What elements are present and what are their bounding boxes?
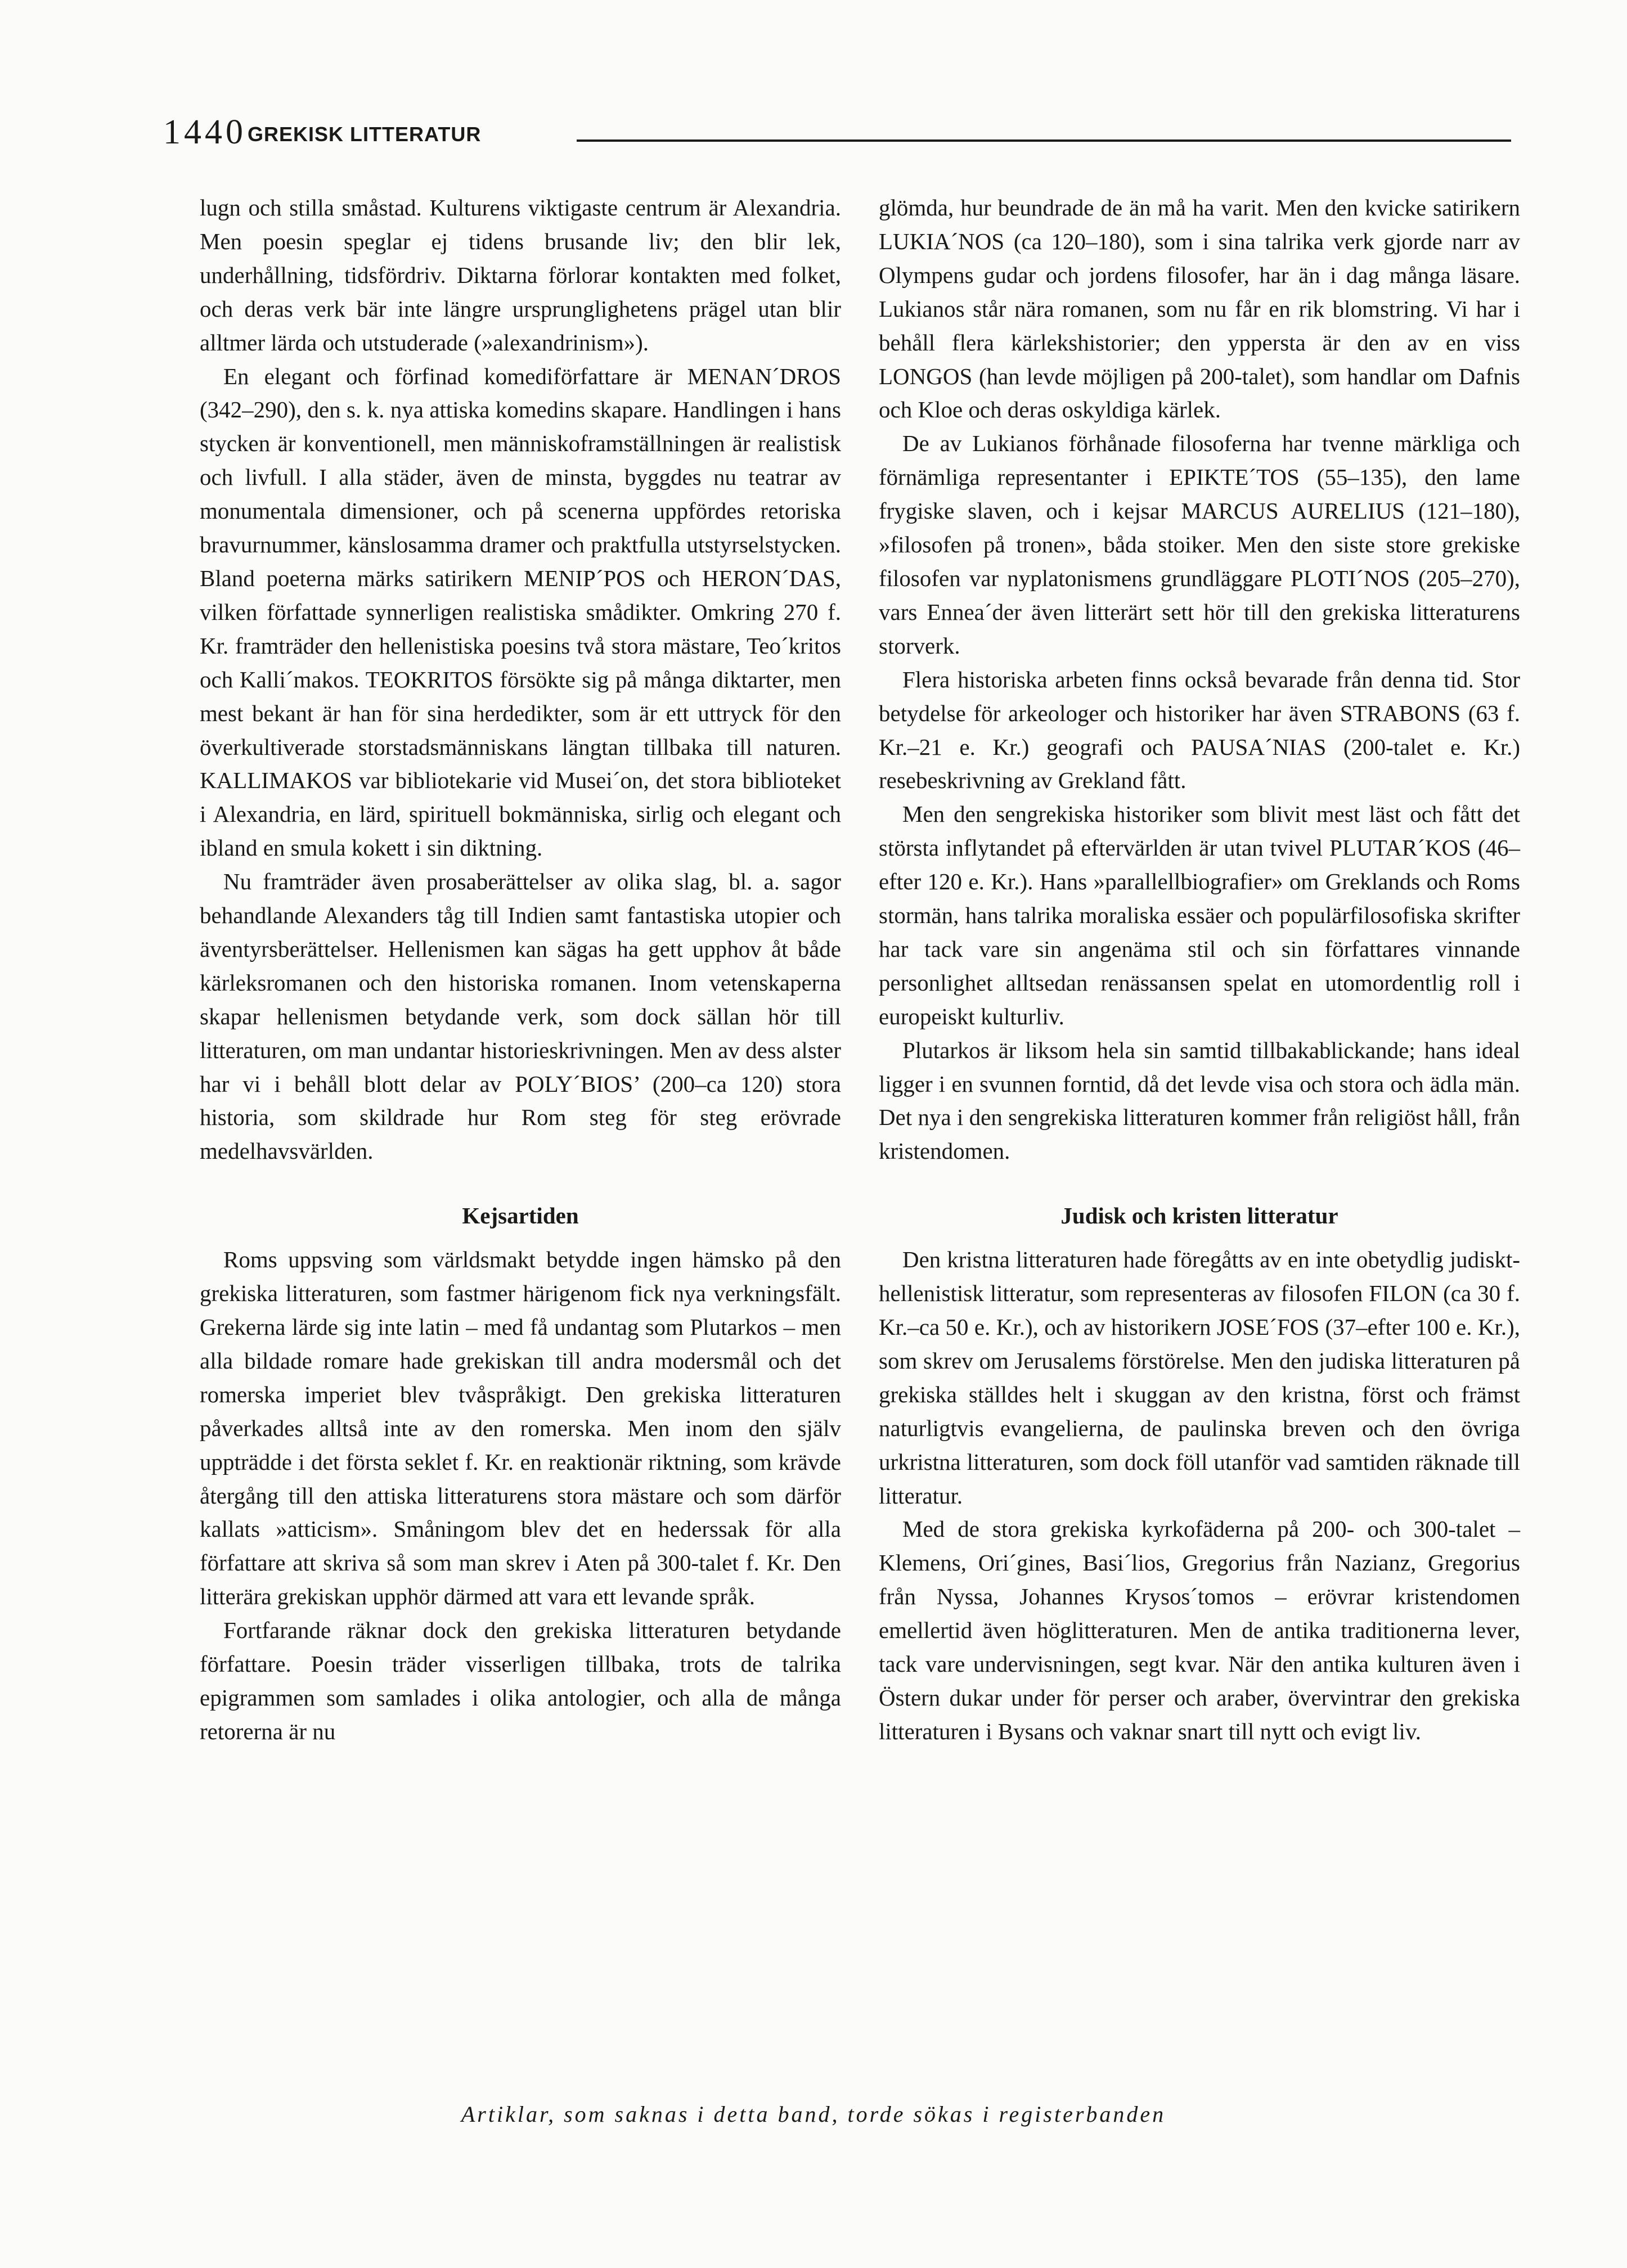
spacer	[879, 1168, 1520, 1199]
spacer	[200, 1233, 841, 1243]
header-rule	[577, 140, 1511, 142]
paragraph: Flera historiska arbeten finns också bevarade från denna tid. Stor betydelse för arkeologer och historiker har även STRABONS (63 f. Kr.–21 e. Kr.) geografi och PAUSA´NIAS (200-talet e. Kr.) resebeskrivning av Grekland fått.	[879, 666, 1520, 794]
paragraph: Roms uppsving som världsmakt betydde ingen hämsko på den grekiska litteraturen, som fastmer härigenom fick nya verkningsfält. Grekerna lärde sig inte latin – med få undantag som Plutarkos – men alla bildade romare hade grekiskan till andra modersmål och det romerska imperiet blev tvåspråkigt. Den grekiska litteraturen påverkades alltså inte av den romerska. Men inom den själv uppträdde i det första seklet f. Kr. en reaktionär riktning, som krävde återgång till den attiska litteraturens stora mästare och som därför kallats »atticism». Småningom blev det en hederssak för alla författare att skriva så som man skrev i Aten på 300-talet f. Kr. Den litterära grekiskan upphör därmed att vara ett levande språk.	[200, 1246, 841, 1610]
section-heading: Judisk och kristen litteratur	[1060, 1203, 1338, 1229]
paragraph: Men den sengrekiska historiker som blivit mest läst och fått det största inflytandet på eftervärlden är utan tvivel PLUTAR´KOS (46–efter 120 e. Kr.). Hans »parallellbiografier» om Greklands och Roms stormän, hans talrika moraliska essäer och populärfilosofiska skrifter har tack vare sin angenäma stil och sin författares vinnande personlighet alltsedan renässansen spelat en utomordentlig roll i europeiskt kulturliv.	[879, 801, 1520, 1029]
page-number: 1440	[163, 113, 246, 151]
paragraph: Nu framträder även prosaberättelser av olika slag, bl. a. sagor behandlande Alexanders tåg till Indien samt fantastiska utopier och äventyrsberättelser. Hellenismen kan sägas ha gett upphov åt både kärleksromanen och den historiska romanen. Inom vetenskaperna skapar hellenismen betydande verk, som dock sällan hör till litteraturen, om man undantar historieskrivningen. Men av dess alster har vi i behåll blott delar av POLY´BIOS’ (200–ca 120) stora historia, som skildrade hur Rom steg för steg erövrade medelhavsvärlden.	[200, 868, 841, 1164]
paragraph: Den kristna litteraturen hade föregåtts av en inte obetydlig judiskt-hellenistisk litteratur, som representeras av filosofen FILON (ca 30 f. Kr.–ca 50 e. Kr.), och av historikern JOSE´FOS (37–efter 100 e. Kr.), som skrev om Jerusalems förstörelse. Men den judiska litteraturen på grekiska ställdes helt i skuggan av den kristna, först och främst naturligtvis evangelierna, de paulinska breven och den övriga urkristna litteraturen, som dock föll utanför vad samtiden räknade till litteratur.	[879, 1246, 1520, 1509]
paragraph: glömda, hur beundrade de än må ha varit. Men den kvicke satirikern LUKIA´NOS (ca 120–180), som i sina talrika verk gjorde narr av Olympens gudar och jordens filosofer, har än i dag många läsare. Lukianos står nära romanen, som nu får en rik blomstring. Vi har i behåll flera kärlekshistorier; den yppersta är den av en viss LONGOS (han levde möjligen på 200-talet), som handlar om Dafnis och Kloe och deras oskyldiga kärlek.	[879, 195, 1520, 423]
paragraph: De av Lukianos förhånade filosoferna har tvenne märkliga och förnämliga representanter i EPIKTE´TOS (55–135), den lame frygiske slaven, och i kejsar MARCUS AURELIUS (121–180), »filosofen på tronen», båda stoiker. Men den siste store grekiske filosofen var nyplatonismens grundläggare PLOTI´NOS (205–270), vars Ennea´der även litterärt sett hör till den grekiska litteraturens storverk.	[879, 430, 1520, 659]
paragraph: Med de stora grekiska kyrkofäderna på 200- och 300-talet – Klemens, Ori´gines, Basi´lios, Gregorius från Nazianz, Gregorius från Nyssa, Johannes Krysos´tomos – erövrar kristendomen emellertid även höglitteraturen. Men de antika traditionerna lever, tack vare undervisningen, segt kvar. När den antika kulturen även i Östern dukar under för perser och araber, övervintrar den grekiska litteraturen i Bysans och vaknar snart till nytt och evigt liv.	[879, 1516, 1520, 1744]
running-title: GREKISK LITTERATUR	[248, 123, 482, 146]
page-header	[163, 110, 1511, 155]
spacer	[879, 1233, 1520, 1243]
spacer	[200, 1168, 841, 1199]
left-column	[200, 191, 841, 1749]
footer-note: Artiklar, som saknas i detta band, torde sökas i registerbanden	[461, 2102, 1166, 2127]
paragraph: En elegant och förfinad komediförfattare är MENAN´DROS (342–290), den s. k. nya attiska komedins skapare. Handlingen i hans stycken är konventionell, men människoframställningen är realistisk och livfull. I alla städer, även de minsta, byggdes nu teatrar av monumentala dimensioner, och på scenerna uppfördes retoriska bravurnummer, känslosamma dramer och praktfulla utstyrselstycken. Bland poeterna märks satirikern MENIP´POS och HERON´DAS, vilken författade synnerligen realistiska smådikter. Omkring 270 f. Kr. framträder den hellenistiska poesins två stora mästare, Teo´kritos och Kalli´makos. TEOKRITOS försökte sig på många diktarter, men mest bekant är han för sina herdedikter, som är ett uttryck för den överkultiverade storstadsmänniskans längtan tillbaka till naturen. KALLIMAKOS var bibliotekarie vid Musei´on, det stora biblioteket i Alexandria, en lärd, spirituell bokmänniska, sirlig och elegant och ibland en smula kokett i sin diktning.	[200, 363, 841, 861]
section-heading: Kejsartiden	[462, 1203, 579, 1229]
right-column	[879, 191, 1520, 1749]
paragraph: lugn och stilla småstad. Kulturens viktigaste centrum är Alexandria. Men poesin speglar ej tidens brusande liv; den blir lek, underhållning, tidsfördriv. Diktarna förlorar kontakten med folket, och deras verk bär inte längre ursprunglighetens prägel utan blir alltmer lärda och utstuderade (»alexandrinism»).	[200, 195, 841, 356]
paragraph: Plutarkos är liksom hela sin samtid tillbakablickande; hans ideal ligger i en svunnen forntid, då det levde visa och stora och ädla män. Det nya i den sengrekiska litteraturen kommer från religiöst håll, från kristendomen.	[879, 1037, 1520, 1164]
paragraph: Fortfarande räknar dock den grekiska litteraturen betydande författare. Poesin träder visserligen tillbaka, trots de talrika epigrammen som samlades i olika antologier, och alla de många retorerna är nu	[200, 1617, 841, 1744]
